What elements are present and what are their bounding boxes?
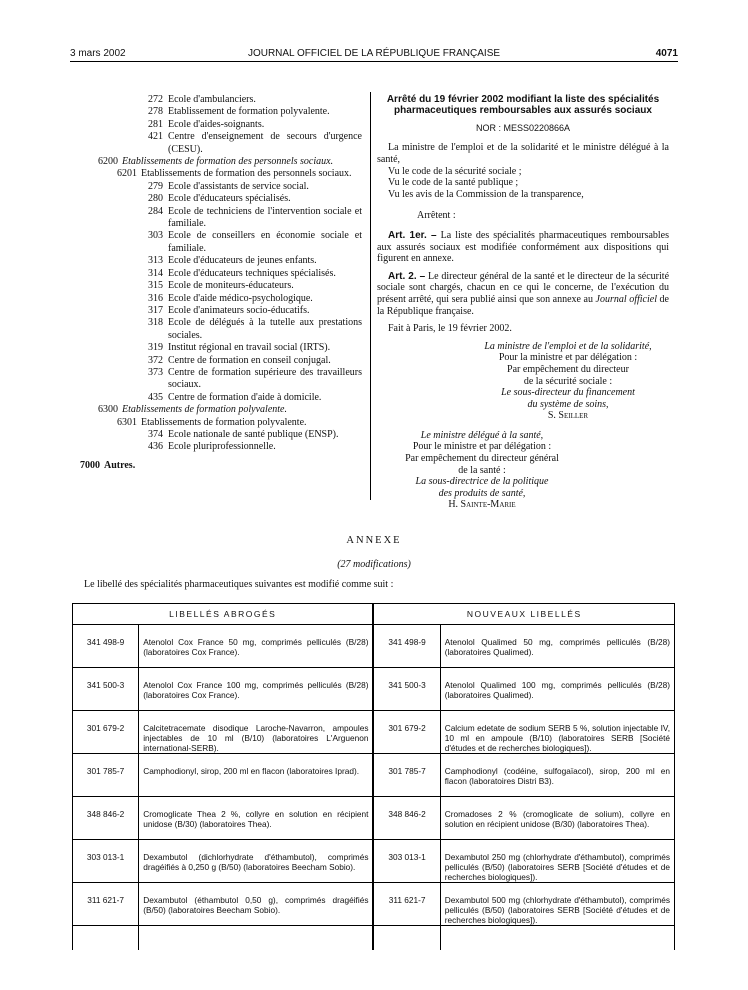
list-item-code: 303 [148, 230, 163, 242]
list-item [70, 441, 362, 453]
list-item-code: 7000 [80, 459, 100, 471]
cip-code-cell: 348 846-2 [73, 797, 139, 840]
label-cell: Atenolol Qualimed 50 mg, comprimés pelliculés (B/28) (laboratoires Qualimed). [440, 625, 674, 668]
list-item [70, 367, 362, 392]
signature-line: de la sécurité sociale : [523, 375, 613, 387]
label-cell: Atenolol Qualimed 100 mg, comprimés pelliculés (B/28) (laboratoires Qualimed). [440, 668, 674, 711]
list-item [70, 193, 362, 205]
article-2-end: de la République française. [377, 293, 669, 317]
fait-a-paris: Fait à Paris, le 19 février 2002. [388, 323, 512, 335]
list-item [70, 156, 362, 168]
header-title: JOURNAL OFFICIEL DE LA RÉPUBLIQUE FRANÇAISE [247, 48, 501, 59]
list-item [70, 355, 362, 367]
article-1 [377, 230, 669, 265]
list-item-label: Ecole pluriprofessionnelle. [168, 441, 276, 453]
signature-line: Pour la ministre et par délégation : [498, 352, 638, 364]
list-item-label: Centre de formation en conseil conjugal. [168, 354, 331, 366]
list-item-label: Etablissement de formation polyvalente. [168, 106, 330, 118]
list-item-label: Etablissements de formation polyvalente. [122, 404, 287, 416]
list-item-label: Institut régional en travail social (IRTS). [168, 342, 331, 354]
label-cell: Dexambutol 250 mg (chlorhydrate d'éthambutol), comprimés pelliculés (B/50) (laboratoires SERB [Société d'études et de recherches biologiques]). [440, 840, 674, 883]
list-item-code: 436 [148, 441, 163, 453]
label-cell: Calcium edetate de sodium SERB 5 %, solution injectable IV, 10 ml en ampoule (B/10) (laboratoires SERB [Société d'études et de recherches biologiques]). [440, 711, 674, 754]
signature-line: La ministre de l'emploi et de la solidarité, [484, 340, 652, 352]
list-item-code: 373 [148, 366, 163, 378]
list-item [70, 317, 362, 342]
empty-cell [373, 926, 440, 951]
list-item-label: Etablissements de formation polyvalente. [141, 416, 307, 428]
cip-code-cell: 301 679-2 [73, 711, 139, 754]
list-item-label: Centre d'enseignement de secours d'urgence (CESU). [168, 131, 362, 155]
list-item-label: Etablissements de formation des personnels sociaux. [122, 156, 334, 168]
list-item [70, 206, 362, 231]
label-cell: Dexambutol (dichlorhydrate d'éthambutol), comprimés dragéifiés à 0,250 g (B/50) (laboratoires Beecham Sobio). [139, 840, 374, 883]
article-1-text: La liste des spécialités pharmaceutiques remboursables aux assurés sociaux est modifiée conformément aux dispositions qui figurent en annexe. [377, 229, 670, 265]
list-item [70, 417, 362, 429]
table-row [73, 668, 675, 711]
label-cell: Atenolol Cox France 100 mg, comprimés pelliculés (B/28) (laboratoires Cox France). [139, 668, 374, 711]
arrete-title: Arrêté du 19 février 2002 modifiant la liste des spécialités pharmaceutiques remboursables aux assurés sociaux [386, 94, 660, 117]
cip-code-cell: 301 679-2 [373, 711, 440, 754]
list-item-code: 6301 [117, 416, 137, 428]
list-item [70, 106, 362, 118]
list-item [70, 404, 362, 416]
label-cell: Dexambutol 500 mg (chlorhydrate d'éthambutol), comprimés pelliculés (B/50) (laboratoires SERB [Société d'études et de recherches biologiques]). [440, 883, 674, 926]
list-item-code: 317 [148, 304, 163, 316]
vu-3: Vu les avis de la Commission de la transparence, [388, 188, 584, 200]
cip-code-cell: 303 013-1 [373, 840, 440, 883]
list-item [70, 131, 362, 156]
list-item-label: Centre de formation d'aide à domicile. [168, 391, 322, 403]
label-cell: Cromadoses 2 % (cromoglicate de solium), collyre en solution en récipient unidose (B/30) (laboratoires Thea). [440, 797, 674, 840]
signature-line: Par empêchement du directeur [507, 363, 629, 375]
list-item-code: 280 [148, 193, 163, 205]
list-item-code: 316 [148, 292, 163, 304]
signature-line: du système de soins, [527, 398, 609, 410]
list-item-label: Ecole d'aide médico-psychologique. [168, 292, 313, 304]
list-item-code: 281 [148, 118, 163, 130]
list-item [70, 255, 362, 267]
list-item-code: 319 [148, 342, 163, 354]
list-item-code: 372 [148, 354, 163, 366]
cip-code-cell: 301 785-7 [373, 754, 440, 797]
list-item-label: Ecole d'éducateurs techniques spécialisés. [168, 267, 336, 279]
list-item [70, 280, 362, 292]
annexe-title: ANNEXE [346, 535, 402, 546]
signature-line: La sous-directrice de la politique [415, 476, 549, 488]
vu-1: Vu le code de la sécurité sociale ; [388, 165, 522, 177]
list-item-code: 284 [148, 205, 163, 217]
list-item-code: 279 [148, 180, 163, 192]
page-number: 4071 [655, 48, 678, 59]
list-item [70, 392, 362, 404]
arrete-intro: La ministre de l'emploi et de la solidarité et le ministre délégué à la santé, [377, 142, 669, 165]
list-item-label: Ecole de délégués à la tutelle aux prestations sociales. [168, 317, 362, 341]
list-item [70, 342, 362, 354]
list-item-code: 6201 [117, 168, 137, 180]
list-item-code: 314 [148, 267, 163, 279]
list-item [70, 429, 362, 441]
list-item-label: Ecole d'aides-soignants. [168, 118, 265, 130]
list-item-code: 374 [148, 428, 163, 440]
cip-code-cell: 341 500-3 [73, 668, 139, 711]
arrete-section [377, 94, 669, 511]
list-item [70, 181, 362, 193]
list-item-label: Ecole nationale de santé publique (ENSP). [168, 428, 339, 440]
label-cell: Atenolol Cox France 50 mg, comprimés pelliculés (B/28) (laboratoires Cox France). [139, 625, 374, 668]
table-row [73, 754, 675, 797]
article-1-label: Art. 1er. – [388, 229, 437, 241]
article-2-text: Le directeur général de la santé et le directeur de la sécurité sociale sont chargés, chacun en ce qui le concerne, de l'exécution du présent arrêté, qui sera publié ainsi que son annexe au [377, 270, 670, 305]
label-cell: Calcitetracemate disodique Laroche-Navarron, ampoules injectables de 10 ml (B/10) (laboratoires L'Arguenon international-SERB). [139, 711, 374, 754]
cip-code-cell: 311 621-7 [73, 883, 139, 926]
signature-line: Pour le ministre et par délégation : [412, 441, 552, 453]
list-item [70, 460, 362, 472]
list-item-label: Ecole d'ambulanciers. [168, 94, 256, 105]
list-item-code: 278 [148, 106, 163, 118]
table-row [73, 797, 675, 840]
signature-line: Le ministre délégué à la santé, [420, 429, 544, 441]
list-item [70, 168, 362, 180]
list-item [70, 94, 362, 106]
label-cell: Camphodionyl (codéine, sulfogaïacol), sirop, 200 ml en flacon (laboratoires Distri B3). [440, 754, 674, 797]
label-cell: Camphodionyl, sirop, 200 ml en flacon (laboratoires Iprad). [139, 754, 374, 797]
article-2-label: Art. 2. – [388, 270, 426, 282]
signature-line: des produits de santé, [438, 487, 526, 499]
list-item-label: Ecole d'éducateurs spécialisés. [168, 193, 291, 205]
list-item-label: Autres. [104, 459, 136, 471]
list-item-code: 421 [148, 131, 163, 143]
list-item [70, 119, 362, 131]
modifications-table [72, 603, 675, 950]
list-item [70, 230, 362, 255]
cip-code-cell: 311 621-7 [373, 883, 440, 926]
arretent: Arrêtent : [417, 210, 456, 222]
empty-cell [440, 926, 674, 951]
list-item-code: 315 [148, 280, 163, 292]
establishment-list [70, 94, 362, 472]
article-2 [377, 271, 669, 317]
header-new-labels: NOUVEAUX LIBELLÉS [373, 604, 674, 625]
list-item-code: 435 [148, 391, 163, 403]
list-item-label: Ecole de moniteurs-éducateurs. [168, 280, 294, 292]
cip-code-cell: 301 785-7 [73, 754, 139, 797]
list-item-label: Ecole de techniciens de l'intervention sociale et familiale. [168, 205, 362, 230]
table-row [73, 625, 675, 668]
signature-line: Par empêchement du directeur général [405, 453, 559, 465]
list-item-label: Ecole d'éducateurs de jeunes enfants. [168, 255, 317, 267]
table-row [73, 711, 675, 754]
table-header-row [73, 604, 675, 625]
annexe-subtitle: (27 modifications) [337, 559, 411, 570]
table-body [73, 625, 675, 951]
list-item-code: 6300 [98, 404, 118, 416]
annexe-intro: Le libellé des spécialités pharmaceutiques suivantes est modifié comme suit : [84, 579, 394, 590]
list-item-code: 313 [148, 255, 163, 267]
nor-reference: NOR : MESS0220866A [475, 122, 571, 133]
list-item-code: 6200 [98, 156, 118, 168]
signature-block-1 [467, 341, 669, 422]
empty-cell [73, 926, 139, 951]
empty-cell [139, 926, 374, 951]
vu-2: Vu le code de la santé publique ; [388, 177, 519, 189]
cip-code-cell: 341 498-9 [373, 625, 440, 668]
signature-line: de la santé : [458, 464, 506, 476]
signature-line: H. Sainte-Marie [448, 499, 516, 511]
list-item [70, 293, 362, 305]
cip-code-cell: 341 498-9 [73, 625, 139, 668]
list-item-code: 272 [148, 94, 163, 105]
table-row [73, 883, 675, 926]
table-row [73, 840, 675, 883]
list-item-label: Etablissements de formation des personnels sociaux. [141, 168, 352, 180]
cip-code-cell: 348 846-2 [373, 797, 440, 840]
list-item-label: Ecole de conseillers en économie sociale et familiale. [168, 230, 362, 254]
list-item-label: Centre de formation supérieure des travailleurs sociaux. [168, 366, 362, 391]
signature-line: Le sous-directeur du financement [501, 387, 635, 399]
list-item-label: Ecole d'animateurs socio-éducatifs. [168, 304, 310, 316]
signature-block-2 [377, 430, 587, 511]
header-date: 3 mars 2002 [70, 48, 126, 59]
list-item [70, 305, 362, 317]
signature-line: S. Seiller [547, 410, 589, 422]
cip-code-cell: 341 500-3 [373, 668, 440, 711]
list-item-code: 318 [148, 317, 163, 329]
header-old-labels: LIBELLÉS ABROGÉS [73, 604, 374, 625]
label-cell: Cromoglicate Thea 2 %, collyre en solution en récipient unidose (B/30) (laboratoires Thea). [139, 797, 374, 840]
header-rule [70, 61, 678, 62]
table-row-continuation [73, 926, 675, 951]
journal-officiel: Journal officiel [595, 293, 657, 305]
column-separator [370, 92, 371, 500]
cip-code-cell: 303 013-1 [73, 840, 139, 883]
list-item [70, 268, 362, 280]
label-cell: Dexambutol (éthambutol 0,50 g), comprimés dragéifiés (B/50) (laboratoires Beecham Sobio). [139, 883, 374, 926]
list-item-label: Ecole d'assistants de service social. [168, 180, 309, 192]
